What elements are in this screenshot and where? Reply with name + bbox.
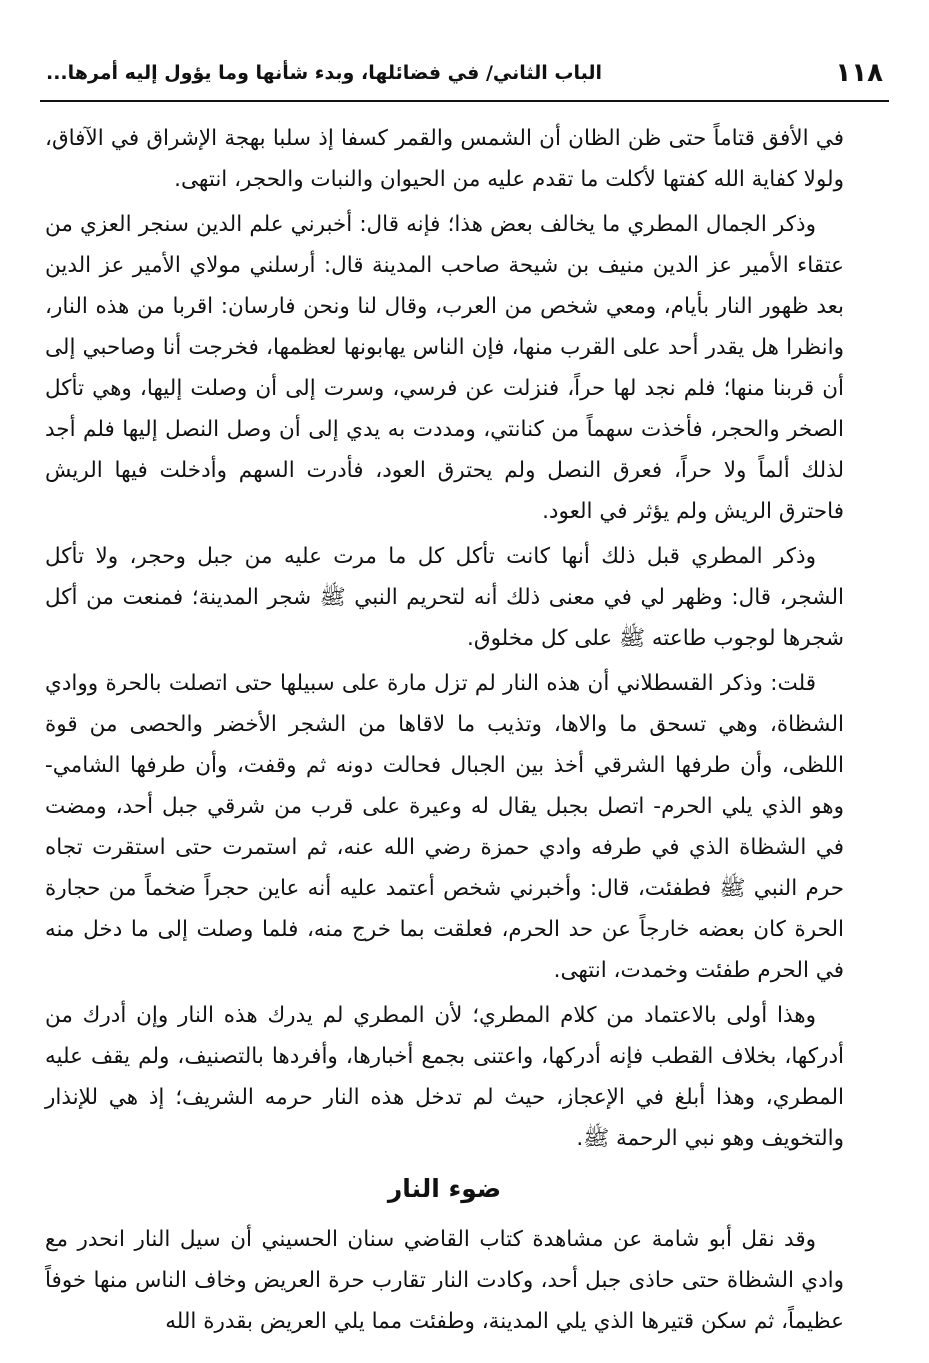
- running-head: الباب الثاني/ في فضائلها، وبدء شأنها وما يؤول إليه أمرها...: [46, 62, 603, 84]
- paragraph: وهذا أولى بالاعتماد من كلام المطري؛ لأن المطري لم يدرك هذه النار وإن أدرك من أدركها، بخلاف القطب فإنه أدركها، واعتنى بجمع أخبارها، وأفردها بالتصنيف، ولم يقف عليه المطري، وهذا أبلغ في الإعجاز، حيث لم تدخل هذه النار حرمه الشريف؛ إذ هي للإنذار والتخويف وهو نبي الرحمة ﷺ.: [45, 1003, 844, 1151]
- paragraph: في الأفق قتاماً حتى ظن الظان أن الشمس والقمر كسفا إذ سلبا بهجة الإشراق في الآفاق، ولولا كفاية الله كفتها لأكلت ما تقدم عليه من الحيوان والنبات والحجر، انتهى.: [45, 126, 844, 192]
- paragraph: وذكر الجمال المطري ما يخالف بعض هذا؛ فإنه قال: أخبرني علم الدين سنجر العزي من عتقاء الأمير عز الدين منيف بن شيحة صاحب المدينة قال: أرسلني مولاي الأمير عز الدين بعد ظهور النار بأيام، ومعي شخص من العرب، وقال لنا ونحن فارسان: اقربا من هذه النار، وانظرا هل يقدر أحد على القرب منها، فإن الناس يهابونها لعظمها، فخرجت أنا وصاحبي إلى أن قربنا منها؛ فلم نجد لها حراً، فنزلت عن فرسي، وسرت إلى أن وصلت إليها، وهي تأكل الصخر والحجر، فأخذت سهماً من كنانتي، ومددت به يدي إلى أن وصل النصل إليها فلم أجد لذلك ألماً ولا حراً، فعرق النصل ولم يحترق العود، فأدرت السهم وأدخلت فيها الريش فاحترق الريش ولم يؤثر في العود.: [45, 212, 844, 524]
- body-text: [45, 118, 844, 1346]
- section-title: ضوء النار: [387, 1174, 502, 1203]
- paragraph: وقد نقل أبو شامة عن مشاهدة كتاب القاضي سنان الحسيني أن سيل النار انحدر مع وادي الشظاة حتى حاذى جبل أحد، وكادت النار تقارب حرة العريض وخاف الناس منها خوفاً عظيماً، ثم سكن قتيرها الذي يلي المدينة، وطفئت مما يلي العريض بقدرة الله: [45, 1227, 844, 1334]
- paragraph: وذكر المطري قبل ذلك أنها كانت تأكل كل ما مرت عليه من جبل وحجر، ولا تأكل الشجر، قال: وظهر لي في معنى ذلك أنه لتحريم النبي ﷺ شجر المدينة؛ فمنعت من أكل شجرها لوجوب طاعته ﷺ على كل مخلوق.: [45, 544, 844, 651]
- paragraph: قلت: وذكر القسطلاني أن هذه النار لم تزل مارة على سبيلها حتى اتصلت بالحرة ووادي الشظاة، وهي تسحق ما والاها، وتذيب ما لاقاها من الشجر الأخضر والحصى من قوة اللظى، وأن طرفها الشرقي أخذ بين الجبال فحالت دونه ثم وقفت، وأن طرفها الشامي- وهو الذي يلي الحرم- اتصل بجبل يقال له وعيرة على قرب من شرقي جبل أحد، ومضت في الشظاة الذي في طرفه وادي حمزة رضي الله عنه، ثم استمرت حتى استقرت تجاه حرم النبي ﷺ فطفئت، قال: وأخبرني شخص أعتمد عليه أنه عاين حجراً ضخماً من حجارة الحرة كان بعضه خارجاً عن حد الحرم، فعلقت بما خرج منه، فلما وصلت إلى ما دخل منه في الحرم طفئت وخمدت، انتهى.: [45, 671, 844, 983]
- page-number: ١١٨: [835, 58, 883, 88]
- page-header: [40, 52, 889, 102]
